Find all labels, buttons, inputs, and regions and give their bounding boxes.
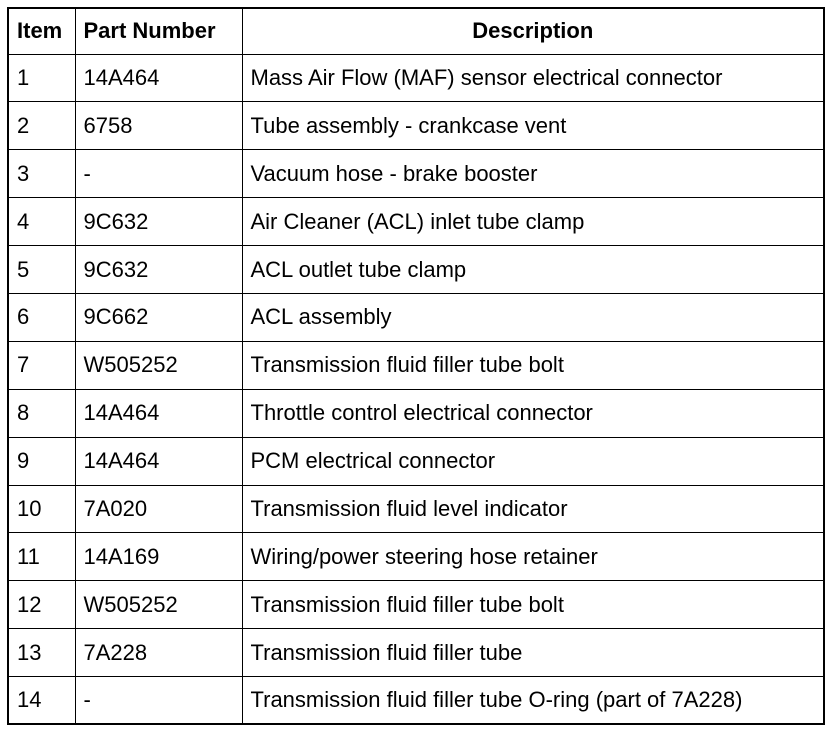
table-row bbox=[8, 437, 824, 485]
cell-description: ACL outlet tube clamp bbox=[242, 246, 824, 294]
cell-part-number: - bbox=[75, 150, 242, 198]
cell-description: Throttle control electrical connector bbox=[242, 389, 824, 437]
table-row bbox=[8, 677, 824, 725]
cell-item: 5 bbox=[8, 246, 75, 294]
cell-description: Air Cleaner (ACL) inlet tube clamp bbox=[242, 198, 824, 246]
table-row bbox=[8, 485, 824, 533]
table-row bbox=[8, 581, 824, 629]
cell-item: 9 bbox=[8, 437, 75, 485]
parts-table bbox=[7, 7, 825, 725]
cell-description: Wiring/power steering hose retainer bbox=[242, 533, 824, 581]
cell-part-number: - bbox=[75, 677, 242, 725]
cell-item: 1 bbox=[8, 54, 75, 102]
cell-item: 11 bbox=[8, 533, 75, 581]
table-row bbox=[8, 389, 824, 437]
cell-item: 2 bbox=[8, 102, 75, 150]
cell-item: 13 bbox=[8, 629, 75, 677]
cell-item: 7 bbox=[8, 341, 75, 389]
parts-table-container bbox=[7, 7, 823, 724]
table-row bbox=[8, 54, 824, 102]
cell-part-number: 9C632 bbox=[75, 198, 242, 246]
cell-item: 10 bbox=[8, 485, 75, 533]
cell-item: 14 bbox=[8, 677, 75, 725]
cell-description: PCM electrical connector bbox=[242, 437, 824, 485]
table-row bbox=[8, 246, 824, 294]
cell-part-number: 14A169 bbox=[75, 533, 242, 581]
cell-description: Transmission fluid filler tube bolt bbox=[242, 341, 824, 389]
cell-part-number: 14A464 bbox=[75, 389, 242, 437]
cell-part-number: 7A228 bbox=[75, 629, 242, 677]
table-row bbox=[8, 533, 824, 581]
header-part-number: Part Number bbox=[75, 8, 242, 54]
cell-part-number: 9C632 bbox=[75, 246, 242, 294]
cell-description: Vacuum hose - brake booster bbox=[242, 150, 824, 198]
cell-description: ACL assembly bbox=[242, 293, 824, 341]
header-item: Item bbox=[8, 8, 75, 54]
cell-part-number: W505252 bbox=[75, 341, 242, 389]
cell-part-number: 9C662 bbox=[75, 293, 242, 341]
table-row bbox=[8, 629, 824, 677]
cell-part-number: W505252 bbox=[75, 581, 242, 629]
cell-part-number: 14A464 bbox=[75, 437, 242, 485]
cell-description: Transmission fluid filler tube bbox=[242, 629, 824, 677]
table-header-row bbox=[8, 8, 824, 54]
cell-item: 6 bbox=[8, 293, 75, 341]
cell-description: Transmission fluid filler tube O-ring (part of 7A228) bbox=[242, 677, 824, 725]
cell-item: 12 bbox=[8, 581, 75, 629]
cell-item: 4 bbox=[8, 198, 75, 246]
cell-part-number: 6758 bbox=[75, 102, 242, 150]
cell-item: 3 bbox=[8, 150, 75, 198]
header-description: Description bbox=[242, 8, 824, 54]
cell-description: Transmission fluid filler tube bolt bbox=[242, 581, 824, 629]
cell-description: Transmission fluid level indicator bbox=[242, 485, 824, 533]
cell-part-number: 7A020 bbox=[75, 485, 242, 533]
table-row bbox=[8, 150, 824, 198]
table-row bbox=[8, 102, 824, 150]
cell-description: Tube assembly - crankcase vent bbox=[242, 102, 824, 150]
cell-item: 8 bbox=[8, 389, 75, 437]
table-row bbox=[8, 293, 824, 341]
table-row bbox=[8, 198, 824, 246]
table-row bbox=[8, 341, 824, 389]
cell-part-number: 14A464 bbox=[75, 54, 242, 102]
cell-description: Mass Air Flow (MAF) sensor electrical connector bbox=[242, 54, 824, 102]
